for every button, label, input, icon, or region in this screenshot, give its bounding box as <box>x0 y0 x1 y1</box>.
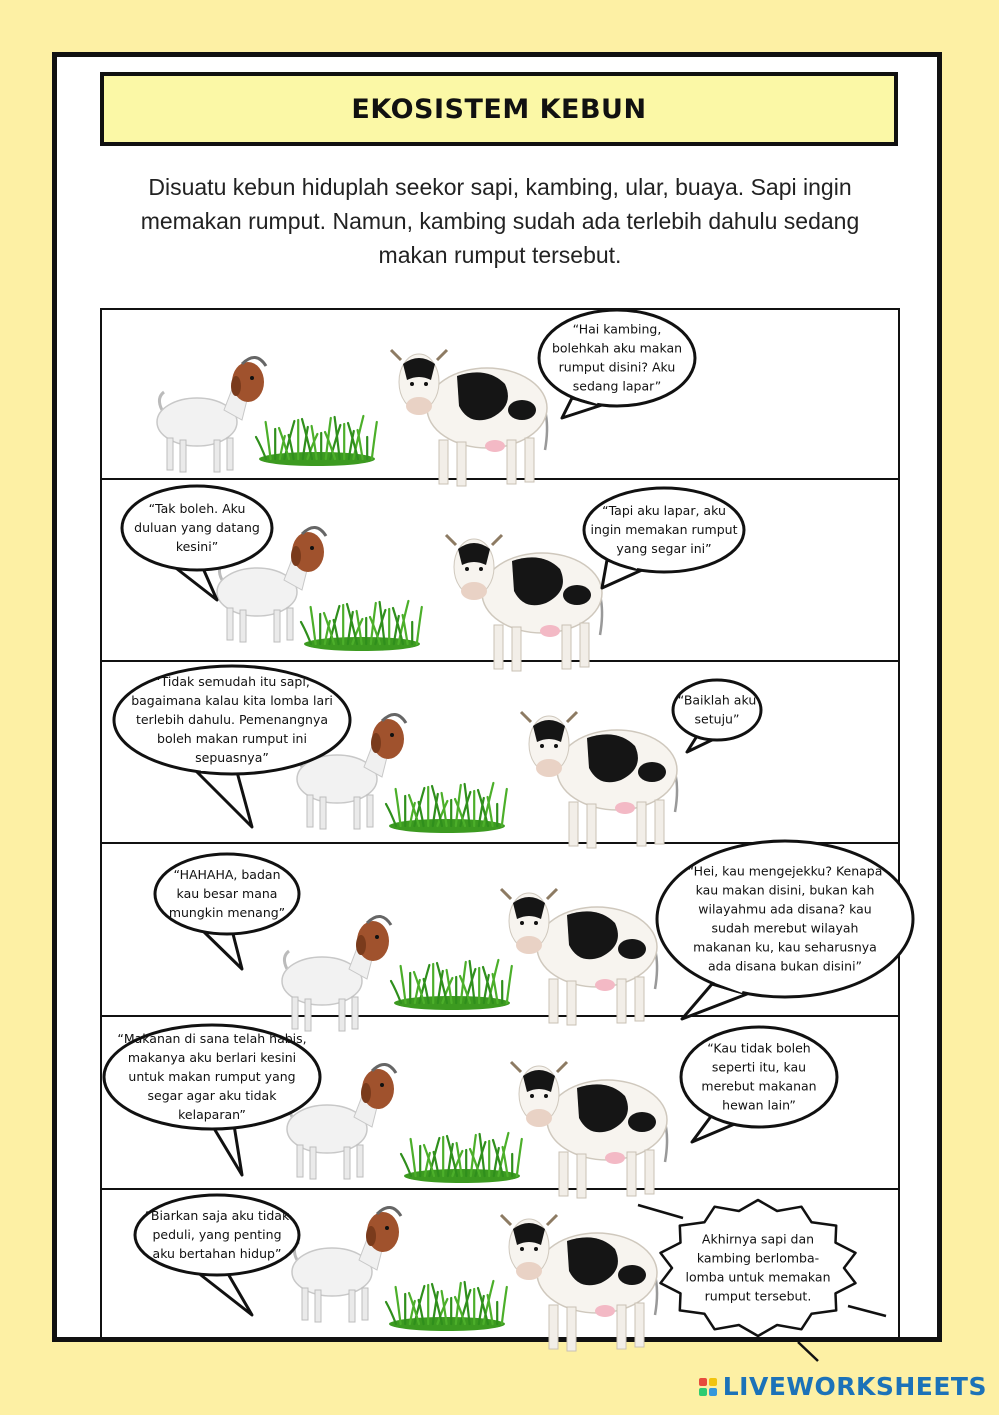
bubble-text-line: sepuasnya” <box>195 750 269 765</box>
bubble-text-line: duluan yang datang <box>134 520 260 535</box>
bubble-text-line: seperti itu, kau <box>711 1059 807 1075</box>
goat-eye <box>385 1226 389 1230</box>
cow-leg <box>635 977 644 1021</box>
cow-head-patch <box>513 1223 545 1245</box>
liveworksheets-logo <box>699 1372 987 1401</box>
goat-eye <box>310 546 314 550</box>
cow-leg <box>580 623 589 667</box>
bubble-text-line: hewan lain” <box>722 1097 796 1113</box>
bubble-seam <box>701 732 710 735</box>
grass-tuft <box>391 960 512 1010</box>
cow-illustration <box>501 1215 657 1351</box>
grass-blade <box>266 422 271 459</box>
narration-bubble <box>638 1200 886 1361</box>
bubble-text-line: aku bertahan hidup” <box>152 1246 282 1261</box>
cow-leg <box>635 1303 644 1347</box>
bubble-text-line: ingin memakan rumput <box>590 522 738 537</box>
cow-muzzle <box>461 582 487 600</box>
grass-blade <box>301 622 311 644</box>
cow-eye <box>534 1247 538 1251</box>
cow-eye <box>465 567 469 571</box>
bubble-text-line: kelaparan” <box>178 1107 246 1122</box>
comic-panel <box>102 310 898 480</box>
panel-scene <box>102 1017 898 1190</box>
cow-muzzle <box>516 936 542 954</box>
grass-blade <box>517 1139 522 1176</box>
comic-panel <box>102 1190 898 1340</box>
goat-ear <box>291 546 301 566</box>
cow-udder <box>485 440 505 452</box>
cow-spot <box>508 400 536 420</box>
bubble-text-line: yang segar ini” <box>616 541 712 556</box>
goat-leg <box>344 1147 350 1179</box>
goat-leg <box>167 438 173 470</box>
grass-tuft <box>401 1133 522 1183</box>
cow-eye <box>540 744 544 748</box>
grass-blade <box>386 804 396 826</box>
grass-blade <box>396 1287 401 1324</box>
goat-speech-bubble <box>104 1025 320 1175</box>
goat-leg <box>287 608 293 640</box>
cow-illustration <box>521 712 677 848</box>
grass-blade <box>502 789 507 826</box>
goat-leg <box>362 1288 368 1320</box>
goat-leg <box>274 610 280 642</box>
cow-eye <box>424 382 428 386</box>
cow-eye <box>554 744 558 748</box>
bubble-text-line: kau besar mana <box>176 886 278 901</box>
goat-illustration <box>157 357 266 472</box>
cow-illustration <box>501 889 657 1025</box>
goat-speech-bubble <box>155 854 299 969</box>
cow-udder <box>615 802 635 814</box>
goat-leg <box>367 795 373 827</box>
goat-eye <box>380 1083 384 1087</box>
cow-head-patch <box>403 358 435 380</box>
bubble-outline <box>673 680 761 740</box>
cow-speech-bubble <box>681 1027 837 1142</box>
comic-panel <box>102 1017 898 1190</box>
bubble-text-line: wilayahmu ada disana? kau <box>698 901 872 917</box>
bubble-text-line: kau makan disini, bukan kah <box>695 882 875 898</box>
cow-muzzle <box>406 397 432 415</box>
goat-leg <box>349 1290 355 1322</box>
cow-muzzle <box>536 759 562 777</box>
title-banner <box>100 72 898 146</box>
cow-speech-bubble <box>673 680 761 752</box>
cow-leg <box>567 1307 576 1351</box>
cow-spot <box>638 762 666 782</box>
cow-leg <box>617 1305 626 1349</box>
shout-line <box>848 1306 886 1316</box>
panel-scene <box>102 480 898 662</box>
goat-speech-bubble <box>135 1195 299 1315</box>
goat-leg <box>307 795 313 827</box>
grass-blade <box>417 607 422 644</box>
goat-leg <box>227 608 233 640</box>
bubble-text-line: “HAHAHA, badan <box>173 867 281 882</box>
cow-eye <box>544 1094 548 1098</box>
bubble-text-line: “Makanan di sana telah habis, <box>117 1031 307 1046</box>
shout-bubble-outline <box>661 1200 856 1336</box>
goat-leg <box>354 797 360 829</box>
cow-speech-bubble <box>539 310 695 418</box>
cow-speech-bubble <box>657 841 913 1019</box>
cow-head-patch <box>523 1070 555 1092</box>
cow-udder <box>595 1305 615 1317</box>
cow-spot <box>618 1265 646 1285</box>
cow-udder <box>605 1152 625 1164</box>
bubble-text-line: mungkin menang” <box>168 905 286 920</box>
bubble-text-line: “Tapi aku lapar, aku <box>602 503 726 518</box>
goat-tail <box>159 392 164 410</box>
cow-leg <box>439 440 448 484</box>
panel-scene <box>102 844 898 1017</box>
shout-line <box>798 1342 818 1361</box>
bubble-text-line: terlebih dahulu. Pemenangnya <box>135 712 329 727</box>
cow-illustration <box>511 1062 667 1198</box>
bubble-text-line: kambing berlomba- <box>696 1250 820 1266</box>
cow-spot <box>618 939 646 959</box>
cow-udder <box>595 979 615 991</box>
intro-line: Disuatu kebun hiduplah seekor sapi, kambing, ular, buaya. Sapi ingin <box>148 174 852 200</box>
cow-leg <box>645 1150 654 1194</box>
goat-eye <box>250 376 254 380</box>
goat-leg <box>227 438 233 470</box>
bubble-text-line: kesini” <box>175 539 219 554</box>
panel-scene <box>102 662 898 844</box>
cow-muzzle <box>526 1109 552 1127</box>
cow-leg <box>637 802 646 846</box>
cow-illustration <box>446 535 602 671</box>
cow-eye <box>520 1247 524 1251</box>
grass-blade <box>396 789 401 826</box>
grass-blade <box>401 966 406 1003</box>
comic-panel <box>102 662 898 844</box>
grass-tuft <box>386 783 507 833</box>
cow-leg <box>507 440 516 484</box>
goat-ear <box>366 1226 376 1246</box>
cow-leg <box>655 800 664 844</box>
bubble-text-line: makanan ku, kau seharusnya <box>693 939 877 955</box>
goat-ear <box>231 376 241 396</box>
bubble-text-line: lomba untuk memakan <box>685 1269 831 1285</box>
bubble-text-line: “Biarkan saja aku tidak <box>144 1208 290 1223</box>
bubble-text-line: sedang lapar” <box>572 378 662 394</box>
goat-leg <box>297 1145 303 1177</box>
grass-blade <box>401 1154 411 1176</box>
intro-line: makan rumput tersebut. <box>378 242 622 268</box>
bubble-tail <box>212 1125 242 1175</box>
goat-ear <box>361 1083 371 1103</box>
grass-tuft <box>256 416 377 466</box>
bubble-text-line: segar agar aku tidak <box>147 1088 277 1103</box>
bubble-seam <box>176 561 198 562</box>
cow-leg <box>587 804 596 848</box>
intro-paragraph <box>110 170 890 272</box>
cow-head-patch <box>458 543 490 565</box>
bubble-tail <box>197 1272 252 1315</box>
bubble-text-line: Akhirnya sapi dan <box>701 1231 815 1247</box>
grass-blade <box>391 981 401 1003</box>
bubble-text-line: “Hei, kau mengejekku? Kenapa <box>687 863 883 879</box>
goat-leg <box>315 1290 321 1322</box>
intro-line: memakan rumput. Namun, kambing sudah ada terlebih dahulu sedang <box>140 208 860 234</box>
bubble-text-line: “Tak boleh. Aku <box>148 501 246 516</box>
panel-scene <box>102 310 898 480</box>
grass-blade <box>311 607 316 644</box>
comic-panel <box>102 844 898 1017</box>
bubble-text-line: rumput tersebut. <box>704 1288 812 1304</box>
cow-head-patch <box>533 720 565 742</box>
goat-leg <box>180 440 186 472</box>
bubble-text-line: “Hai kambing, <box>572 321 662 337</box>
grass-blade <box>256 437 266 459</box>
bubble-text-line: “Tidak semudah itu sapi, <box>154 674 310 689</box>
comic-panels <box>100 308 900 1340</box>
comic-panel <box>102 480 898 662</box>
grass-tuft <box>386 1281 507 1331</box>
goat-leg <box>214 440 220 472</box>
goat-ear <box>356 935 366 955</box>
cow-udder <box>540 625 560 637</box>
shout-line <box>638 1205 683 1218</box>
bubble-text-line: sudah merebut wilayah <box>711 920 859 936</box>
bubble-text-line: “Kau tidak boleh <box>707 1040 811 1056</box>
cow-leg <box>569 802 578 846</box>
bubble-text-line: boleh makan rumput ini <box>157 731 307 746</box>
cow-spot <box>563 585 591 605</box>
bubble-text-line: “Baiklah aku <box>677 692 757 708</box>
cow-head-patch <box>513 897 545 919</box>
bubble-text-line: bolehkah aku makan <box>551 340 683 356</box>
bubble-text-line: merebut makanan <box>701 1078 817 1094</box>
grass-blade <box>372 422 377 459</box>
bubble-tail <box>202 930 242 969</box>
bubble-text-line: untuk makan rumput yang <box>128 1069 296 1084</box>
cow-illustration <box>391 350 547 486</box>
grass-blade <box>502 1287 507 1324</box>
goat-ear <box>371 733 381 753</box>
cow-eye <box>534 921 538 925</box>
cow-leg <box>549 1305 558 1349</box>
goat-eye <box>375 935 379 939</box>
bubble-tail <box>197 772 252 827</box>
bubble-text-line: bagaimana kalau kita lomba lari <box>131 693 333 708</box>
bubble-text-line: peduli, yang penting <box>152 1227 282 1242</box>
goat-illustration <box>292 1207 401 1322</box>
goat-leg <box>320 797 326 829</box>
panel-scene <box>102 1190 898 1340</box>
cow-eye <box>530 1094 534 1098</box>
goat-illustration <box>282 916 391 1031</box>
liveworksheets-icon <box>699 1378 717 1396</box>
cow-speech-bubble <box>584 488 744 588</box>
cow-eye <box>410 382 414 386</box>
bubble-text-line: setuju” <box>694 711 740 727</box>
goat-leg <box>240 610 246 642</box>
cow-leg <box>525 438 534 482</box>
goat-eye <box>390 733 394 737</box>
goat-leg <box>310 1147 316 1179</box>
goat-leg <box>357 1145 363 1177</box>
bubble-text-line: rumput disini? Aku <box>558 359 676 375</box>
goat-leg <box>302 1288 308 1320</box>
grass-blade <box>386 1302 396 1324</box>
cow-muzzle <box>516 1262 542 1280</box>
cow-spot <box>628 1112 656 1132</box>
grass-blade <box>411 1139 416 1176</box>
goat-speech-bubble <box>114 666 350 827</box>
cow-eye <box>520 921 524 925</box>
bubble-text-line: makanya aku berlari kesini <box>127 1050 297 1065</box>
goat-tail <box>284 951 289 969</box>
grass-tuft <box>301 601 422 651</box>
bubble-text-line: ada disana bukan disini” <box>707 958 863 974</box>
page-title: EKOSISTEM KEBUN <box>351 93 647 125</box>
grass-blade <box>507 966 512 1003</box>
brand-name: LIVEWORKSHEETS <box>722 1372 987 1401</box>
cow-eye <box>479 567 483 571</box>
